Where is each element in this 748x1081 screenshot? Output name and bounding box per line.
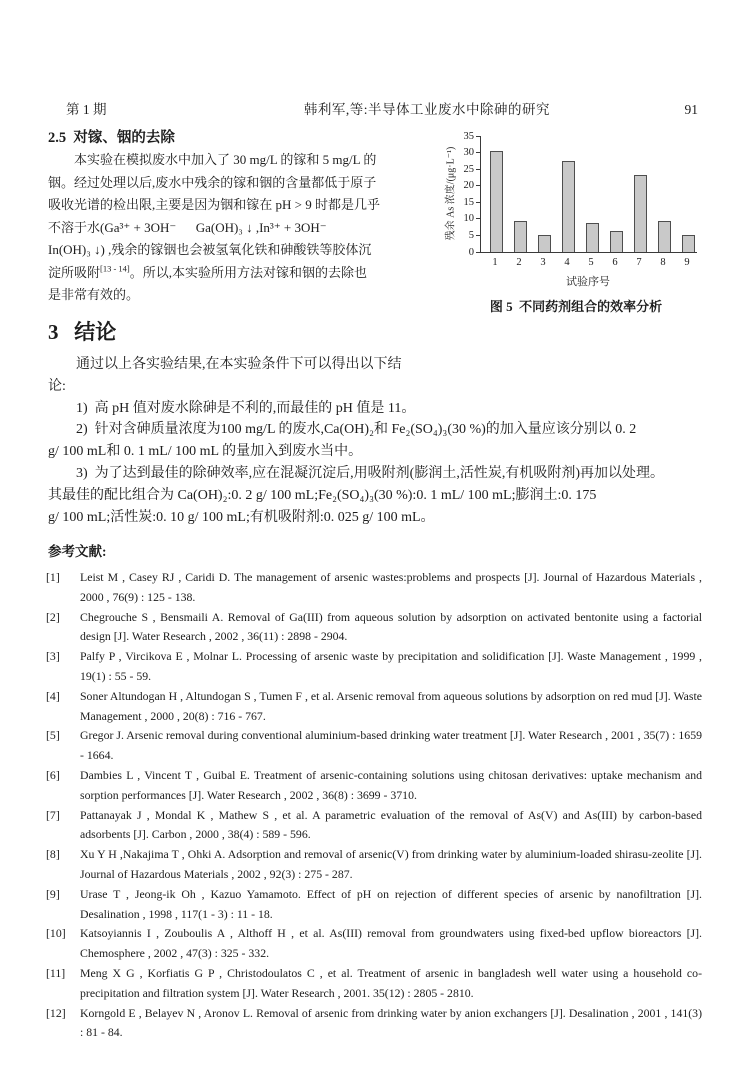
y-tick-label: 15 (463, 196, 474, 208)
y-tick-mark (476, 136, 480, 137)
reference-item (46, 924, 706, 964)
bar (634, 175, 647, 252)
text-line: 本实验在模拟废水中加入了 30 mg/L 的镓和 5 mg/L 的 (74, 152, 377, 167)
reference-number: [5] (46, 728, 60, 743)
x-tick-label: 2 (516, 257, 522, 268)
page-number: 91 (684, 102, 698, 117)
text-line: 1) 高 pH 值对废水除砷是不利的,而最佳的 pH 值是 11。 (76, 400, 416, 416)
reference-text: Dambies L , Vincent T , Guibal E. Treatment of arsenic-containing solutions using chitosan derivatives: uptake mechanism and sorption performances [J]. Water Research , 2002 , 36(8) : 3699 - 3710. (80, 767, 702, 802)
references-heading: 参考文献: (48, 544, 107, 559)
reference-text: Chegrouche S , Bensmaili A. Removal of Ga(III) from aqueous solution by adsorption on activated bentonite using a factorial design [J]. Water Research , 2002 , 36(11) : 2898 - 2904. (80, 609, 702, 644)
reference-text: Leist M , Casey RJ , Caridi D. The management of arsenic wastes:problems and prospects [J]. Journal of Hazardous Materials , 2000 , 76(9) : 125 - 138. (80, 570, 702, 604)
x-tick-label: 1 (492, 257, 498, 268)
reference-item (46, 1004, 706, 1044)
text-line: 论: (48, 378, 66, 394)
text-line: 2) 针对含砷质量浓度为100 mg/L 的废水,Ca(OH)₂和 Fe₂(SO₄)₃(30 %)的加入量应该分别以 0. 2 (76, 422, 637, 438)
reference-text: Pattanayak J , Mondal K , Mathew S , et al. A parametric evaluation of the removal of As(V) and As(III) by carbon-based adsorbents [J]. Carbon , 2000 , 38(4) : 589 - 596. (80, 807, 702, 842)
y-tick-mark (476, 185, 480, 186)
text-line: 通过以上各实验结果,在本实验条件下可以得出以下结 (76, 357, 402, 372)
section-2-5-paragraph (48, 149, 414, 307)
bar (490, 151, 503, 252)
text-line: 铟。经过处理以后,废水中残余的镓和铟的含量都低于原子 (48, 174, 377, 190)
reference-text: Soner Altundogan H , Altundogan S , Tumen F , et al. Arsenic removal from aqueous solutions by adsorption on red mud [J]. Waste Management , 2000 , 20(8) : 716 - 767. (80, 688, 702, 723)
reference-item (46, 964, 706, 1004)
text-line (48, 262, 414, 285)
reference-number: [8] (46, 847, 60, 862)
citation-superscript: [13 - 14] (100, 263, 130, 274)
figure-5 (438, 128, 714, 318)
y-tick-label: 20 (463, 180, 474, 192)
text-run: 淀所吸附 (48, 264, 101, 280)
x-tick-label: 4 (564, 257, 570, 268)
y-tick-mark (476, 152, 480, 153)
reference-number: [11] (46, 965, 66, 980)
bar (562, 161, 575, 252)
text-line: 其最佳的配比组合为 Ca(OH)₂:0. 2 g/ 100 mL;Fe₂(SO₄)₃(30 %):0. 1 mL/ 100 mL;膨润土:0. 175 (48, 487, 597, 503)
reference-text: Urase T , Jeong-ik Oh , Kazuo Yamamoto. Effect of pH on rejection of different species of arsenic by nanofiltration [J]. Desalination , 1998 , 117(1 - 3) : 11 - 18. (80, 886, 702, 921)
y-tick-label: 25 (463, 163, 474, 175)
bar (610, 231, 623, 252)
reference-number: [12] (46, 1005, 66, 1020)
y-tick-mark (476, 169, 480, 170)
y-tick-mark (476, 252, 480, 253)
reference-item (46, 806, 706, 846)
plot-area (480, 136, 697, 253)
bar (514, 221, 527, 252)
y-tick-label: 30 (463, 147, 474, 159)
reference-number: [3] (46, 649, 60, 664)
y-tick-mark (476, 202, 480, 203)
text-run: 。所以,本实验所用方法对镓和铟的去除也 (129, 264, 368, 280)
bar (538, 235, 551, 252)
reference-item (46, 687, 706, 727)
y-tick-mark (476, 235, 480, 236)
reference-item (46, 726, 706, 766)
x-tick-label: 8 (660, 257, 666, 268)
y-tick-label: 5 (468, 229, 474, 241)
x-tick-label: 9 (684, 257, 690, 268)
section-2-5-heading: 2.5 对镓、铟的去除 (48, 130, 175, 146)
bar (658, 221, 671, 252)
reference-number: [2] (46, 609, 60, 624)
text-line: 是非常有效的。 (48, 287, 140, 302)
x-tick-label: 5 (588, 257, 594, 268)
running-header (48, 98, 702, 118)
reference-text: Korngold E , Belayev N , Aronov L. Removal of arsenic from drinking water by anion exchangers [J]. Desalination , 2001 , 141(3) : 81 - 84. (80, 1005, 702, 1040)
reference-text: Palfy P , Vircikova E , Molnar L. Processing of arsenic waste by precipitation and solidification [J]. Waste Management , 1999 , 19(1) : 55 - 59. (80, 649, 702, 683)
references-list (46, 568, 706, 1043)
journal-issue: 第 1 期 (66, 102, 107, 117)
reference-text: Gregor J. Arsenic removal during conventional aluminium-based drinking water treatment [J]. Water Research , 2001 , 35(7) : 1659 - 1664. (80, 728, 702, 763)
reference-number: [10] (46, 926, 66, 941)
reference-number: [9] (46, 886, 60, 901)
y-tick-mark (476, 218, 480, 219)
x-tick-label: 3 (540, 257, 546, 268)
text-line: 3) 为了达到最佳的除砷效率,应在混凝沉淀后,用吸附剂(膨润土,活性炭,有机吸附剂)再加以处理。 (76, 465, 664, 481)
reference-item (46, 608, 706, 648)
bar (586, 223, 599, 252)
section-3-heading: 3 结论 (48, 320, 117, 344)
bar (682, 235, 695, 252)
text-line: g/ 100 mL;活性炭:0. 10 g/ 100 mL;有机吸附剂:0. 025 g/ 100 mL。 (48, 509, 435, 525)
running-title: 韩利军,等:半导体工业废水中除砷的研究 (303, 102, 551, 117)
reference-text: Xu Y H ,Nakajima T , Ohki A. Adsorption and removal of arsenic(V) from drinking water by aluminium-loaded shirasu-zeolite [J]. Journal of Hazardous Materials , 2002 , 92(3) : 275 - 287. (80, 847, 702, 881)
y-tick-label: 10 (463, 213, 474, 225)
reference-item (46, 647, 706, 687)
text-line: 不溶于水(Ga³⁺ + 3OH⁻ Ga(OH)₃ ↓ ,In³⁺ + 3OH⁻ (48, 219, 327, 235)
reference-text: Katsoyiannis I , Zouboulis A , Althoff H , et al. As(III) removal from groundwaters using fixed-bed upflow bioreactors [J]. Chemosphere , 2002 , 47(3) : 325 - 332. (80, 926, 702, 961)
reference-number: [6] (46, 767, 60, 782)
x-tick-label: 6 (612, 257, 618, 268)
reference-item (46, 568, 706, 608)
figure-caption: 图 5 不同药剂组合的效率分析 (489, 299, 663, 314)
conclusion-paragraph (48, 354, 716, 528)
text-line: 吸收光谱的检出限,主要是因为铟和镓在 pH > 9 时都是几乎 (48, 197, 380, 212)
y-tick-label: 0 (468, 246, 474, 258)
x-tick-label: 7 (636, 257, 642, 268)
reference-item (46, 885, 706, 925)
reference-number: [1] (46, 570, 60, 584)
reference-item (46, 766, 706, 806)
reference-number: [4] (46, 688, 60, 703)
reference-number: [7] (46, 807, 60, 822)
reference-text: Meng X G , Korfiatis G P , Christodoulatos C , et al. Treatment of arsenic in bangladesh well water using a household co-precipitation and filtration system [J]. Water Research , 2001. 35(12) : 2805 - 2810. (80, 965, 702, 1000)
text-line: g/ 100 mL和 0. 1 mL/ 100 mL 的量加入到废水当中。 (48, 444, 363, 460)
reference-item (46, 845, 706, 885)
y-axis-label: 残余 As 浓度/(μg·L⁻¹) (445, 146, 457, 241)
x-axis-label: 试验序号 (566, 276, 610, 288)
text-line: In(OH)₃ ↓) ,残余的镓铟也会被氢氧化铁和砷酸铁等胶体沉 (48, 242, 372, 257)
y-tick-label: 35 (463, 130, 474, 142)
